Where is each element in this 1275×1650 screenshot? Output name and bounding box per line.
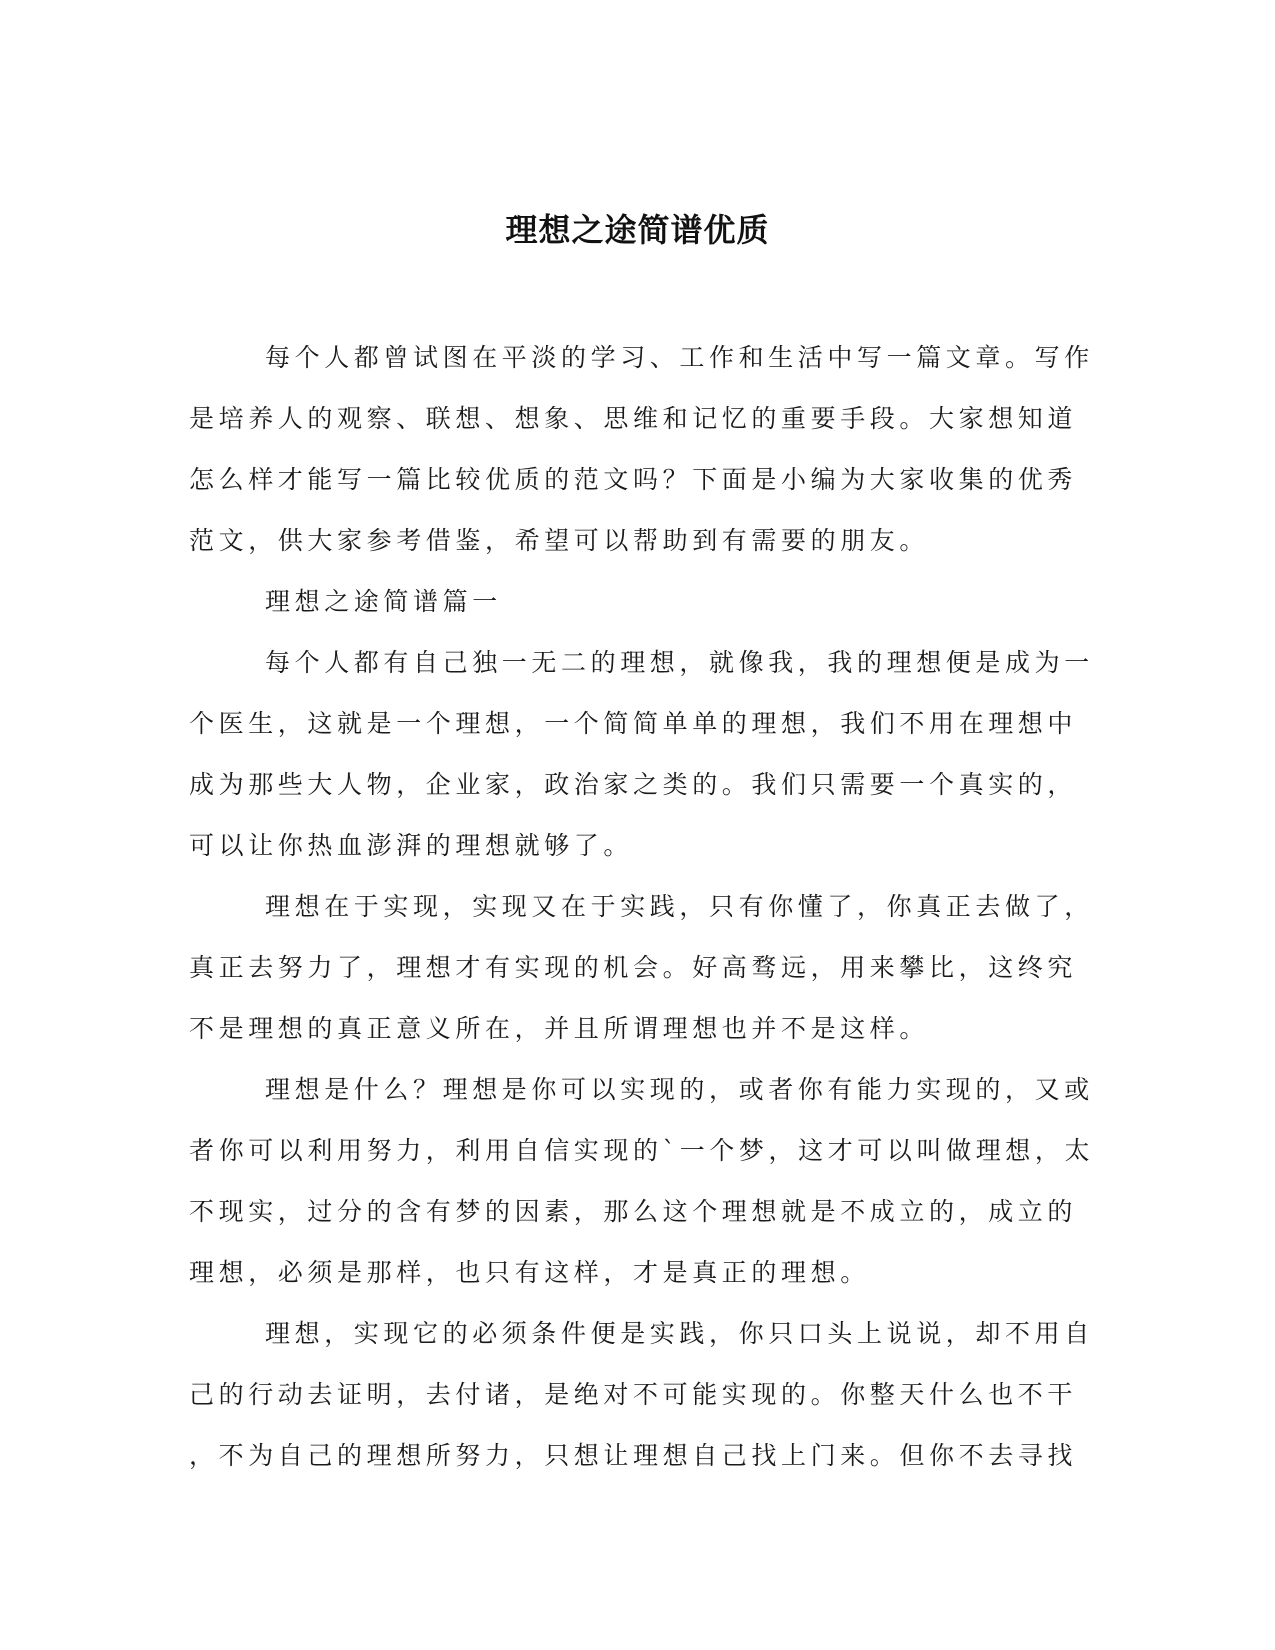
text-line: 理想，必须是那样，也只有这样，才是真正的理想。 <box>189 1258 870 1287</box>
text-line: 每个人都有自己独一无二的理想，就像我，我的理想便是成为一 <box>265 648 1094 677</box>
text-line: 理想，实现它的必须条件便是实践，你只口头上说说，却不用自 <box>265 1319 1094 1348</box>
text-line: 范文，供大家参考借鉴，希望可以帮助到有需要的朋友。 <box>189 526 930 555</box>
text-line: 可以让你热血澎湃的理想就够了。 <box>189 831 634 860</box>
document-title: 理想之途简谱优质 <box>505 211 770 249</box>
text-line: 怎么样才能写一篇比较优质的范文吗？下面是小编为大家收集的优秀 <box>189 465 1078 494</box>
paragraph-intro <box>189 327 1094 571</box>
text-line: 真正去努力了，理想才有实现的机会。好高骛远，用来攀比，这终究 <box>189 953 1078 982</box>
text-line: 是培养人的观察、联想、想象、思维和记忆的重要手段。大家想知道 <box>189 404 1078 433</box>
paragraph-3 <box>189 1059 1095 1303</box>
text-line: 己的行动去证明，去付诸，是绝对不可能实现的。你整天什么也不干 <box>189 1380 1078 1409</box>
text-line: 每个人都曾试图在平淡的学习、工作和生活中写一篇文章。写作 <box>265 343 1094 372</box>
text-line: ，不为自己的理想所努力，只想让理想自己找上门来。但你不去寻找 <box>189 1441 1078 1470</box>
text-line: 不现实，过分的含有梦的因素，那么这个理想就是不成立的，成立的 <box>189 1197 1078 1226</box>
text-line: 成为那些大人物，企业家，政治家之类的。我们只需要一个真实的， <box>189 770 1078 799</box>
text-line: 理想之途简谱篇一 <box>265 587 502 616</box>
text-line: 者你可以利用努力，利用自信实现的`一个梦，这才可以叫做理想，太 <box>189 1136 1095 1165</box>
paragraph-4 <box>189 1303 1094 1486</box>
paragraph-1 <box>189 632 1094 876</box>
paragraph-2 <box>189 876 1094 1059</box>
text-line: 不是理想的真正意义所在，并且所谓理想也并不是这样。 <box>189 1014 930 1043</box>
document-body <box>189 327 1095 1486</box>
text-line: 理想在于实现，实现又在于实践，只有你懂了，你真正去做了， <box>265 892 1094 921</box>
text-line: 个医生，这就是一个理想，一个简简单单的理想，我们不用在理想中 <box>189 709 1078 738</box>
text-line: 理想是什么？理想是你可以实现的，或者你有能力实现的，又或 <box>265 1075 1094 1104</box>
section-heading <box>189 571 1079 632</box>
